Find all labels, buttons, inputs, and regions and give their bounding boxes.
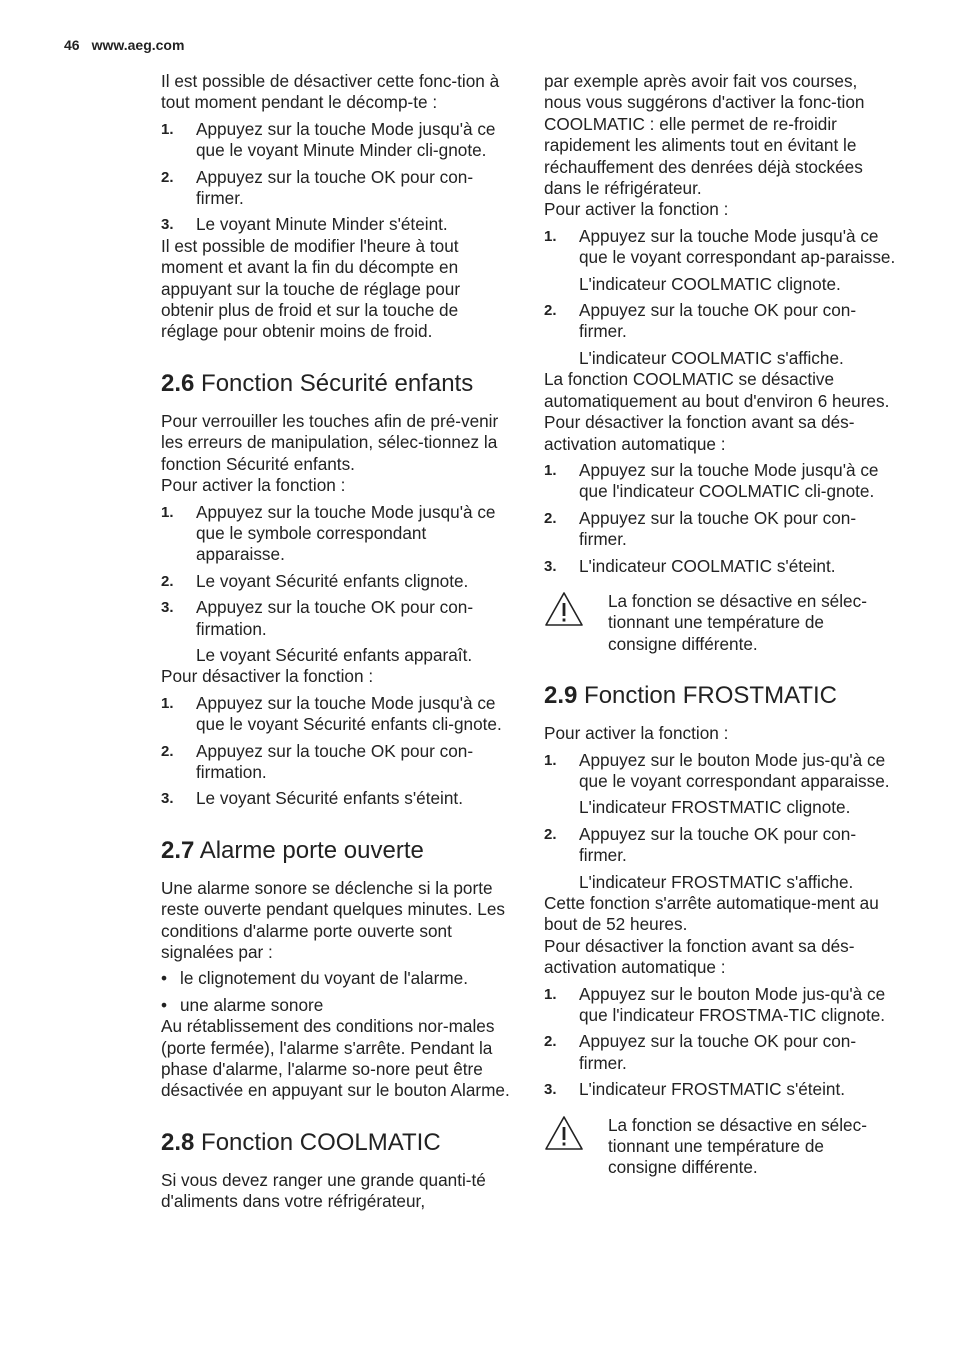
step-item: 2. Appuyez sur la touche OK pour con-firmer. [544, 823, 857, 866]
paragraph: par exemple après avoir fait vos courses, nous vous suggérons d'activer la fonc-tion COOLMATIC : elle permet de re-froidir rapidement les aliments tout en évitant le réchauffement des denrées déjà stockées dans le réfrigérateur. [544, 71, 865, 199]
step-result: L'indicateur COOLMATIC clignote. [579, 273, 841, 294]
step-result: L'indicateur FROSTMATIC clignote. [579, 797, 851, 818]
left-column [161, 71, 513, 1213]
step-result: L'indicateur COOLMATIC s'affiche. [579, 347, 844, 368]
step-text: Le voyant Minute Minder s'éteint. [196, 214, 448, 235]
section-heading-2-7: 2.7 Alarme porte ouverte [161, 836, 424, 864]
step-item [161, 167, 513, 210]
right-column [544, 71, 896, 1179]
step-item: 2. Appuyez sur la touche OK pour con-firmation. [161, 740, 474, 782]
warning-triangle-icon [544, 591, 608, 655]
step-item: 1. Appuyez sur la touche Mode jusqu'à ce que le voyant Sécurité enfants cli-gnote. [161, 692, 502, 735]
step-item [161, 119, 513, 162]
step-item: 3. L'indicateur FROSTMATIC s'éteint. [544, 1079, 846, 1100]
paragraph: La fonction COOLMATIC se désactive automatiquement au bout d'environ 6 heures. [544, 369, 890, 411]
paragraph: Une alarme sonore se déclenche si la porte reste ouverte pendant quelques minutes. Les conditions d'alarme porte ouverte sont signalées par : [161, 877, 505, 962]
step-item: 3. Le voyant Sécurité enfants s'éteint. [161, 788, 463, 809]
warning-text: La fonction se désactive en sélec-tionnant une température de consigne différente. [608, 1114, 867, 1178]
paragraph: Il est possible de modifier l'heure à tout moment et avant la fin du décompte en appuyant sur la touche de réglage pour obtenir plus de froid et sur la touche de réglage pour obtenir moins de froid. [161, 235, 461, 342]
bullet-item: • une alarme sonore [161, 994, 324, 1015]
deactivate-label: Pour désactiver la fonction : [161, 666, 374, 687]
activate-label: Pour activer la fonction : [161, 475, 346, 496]
step-result: L'indicateur FROSTMATIC s'affiche. [579, 871, 854, 892]
site-url: www.aeg.com [91, 37, 185, 53]
step-item: 3. L'indicateur COOLMATIC s'éteint. [544, 555, 836, 576]
page-number: 46 [64, 37, 80, 53]
intro-text: Il est possible de désactiver cette fonc-tion à tout moment pendant le décomp-te : [161, 71, 500, 113]
step-item: 2. Appuyez sur la touche OK pour con-firmer. [544, 300, 857, 342]
step-item: 1. Appuyez sur le bouton Mode jus-qu'à ce que le voyant correspondant apparaisse. [544, 749, 890, 791]
bullet-item: • le clignotement du voyant de l'alarme. [161, 968, 468, 989]
warning-note [544, 591, 896, 655]
deactivate-label: Pour désactiver la fonction avant sa dés-activation automatique : [544, 935, 855, 978]
step-item [161, 214, 513, 235]
warning-text: La fonction se désactive en sélec-tionnant une température de consigne différente. [608, 590, 867, 654]
step-item: 2. Le voyant Sécurité enfants clignote. [161, 570, 469, 591]
step-number: 2. [161, 168, 174, 186]
section-heading-2-6: 2.6 Fonction Sécurité enfants [161, 369, 474, 397]
step-result: Le voyant Sécurité enfants apparaît. [196, 644, 473, 665]
paragraph: Au rétablissement des conditions nor-males (porte fermée), l'alarme s'arrête. Pendant la phase d'alarme, l'alarme so-nore peut être désactivée en appuyant sur le bouton Alarme. [161, 1016, 510, 1101]
paragraph: Cette fonction s'arrête automatique-ment au bout de 52 heures. [544, 893, 879, 935]
page-header [64, 37, 196, 53]
step-item: 1. Appuyez sur la touche Mode jusqu'à ce que le symbole correspondant apparaisse. [161, 501, 496, 565]
warning-triangle-icon [544, 1115, 608, 1179]
paragraph: Pour verrouiller les touches afin de pré-venir les erreurs de manipulation, sélec-tionnez la fonction Sécurité enfants. [161, 410, 499, 474]
deactivate-label: Pour désactiver la fonction avant sa dés-activation automatique : [544, 412, 855, 454]
step-number: 1. [161, 120, 174, 138]
step-item: 1. Appuyez sur le bouton Mode jus-qu'à ce que l'indicateur FROSTMA-TIC clignote. [544, 983, 886, 1026]
step-text: Appuyez sur la touche Mode jusqu'à ce que le voyant Minute Minder cli-gnote. [196, 118, 496, 161]
paragraph: Si vous devez ranger une grande quanti-té d'aliments dans votre réfrigérateur, [161, 1169, 486, 1212]
step-number: 3. [161, 216, 174, 234]
step-text: Appuyez sur la touche OK pour con-firmer. [196, 166, 474, 209]
step-item: 1. Appuyez sur la touche Mode jusqu'à ce que le voyant correspondant ap-paraisse. [544, 225, 896, 268]
step-item: 3. Appuyez sur la touche OK pour con-firmation. [161, 597, 474, 639]
activate-label: Pour activer la fonction : [544, 199, 729, 220]
warning-note [544, 1115, 896, 1179]
step-item: 2. Appuyez sur la touche OK pour con-firmer. [544, 1031, 857, 1073]
step-item: 1. Appuyez sur la touche Mode jusqu'à ce que l'indicateur COOLMATIC cli-gnote. [544, 459, 879, 502]
section-heading-2-8: 2.8 Fonction COOLMATIC [161, 1128, 441, 1156]
step-item: 2. Appuyez sur la touche OK pour con-firmer. [544, 507, 857, 550]
section-heading-2-9: 2.9 Fonction FROSTMATIC [544, 682, 837, 710]
activate-label: Pour activer la fonction : [544, 723, 729, 744]
